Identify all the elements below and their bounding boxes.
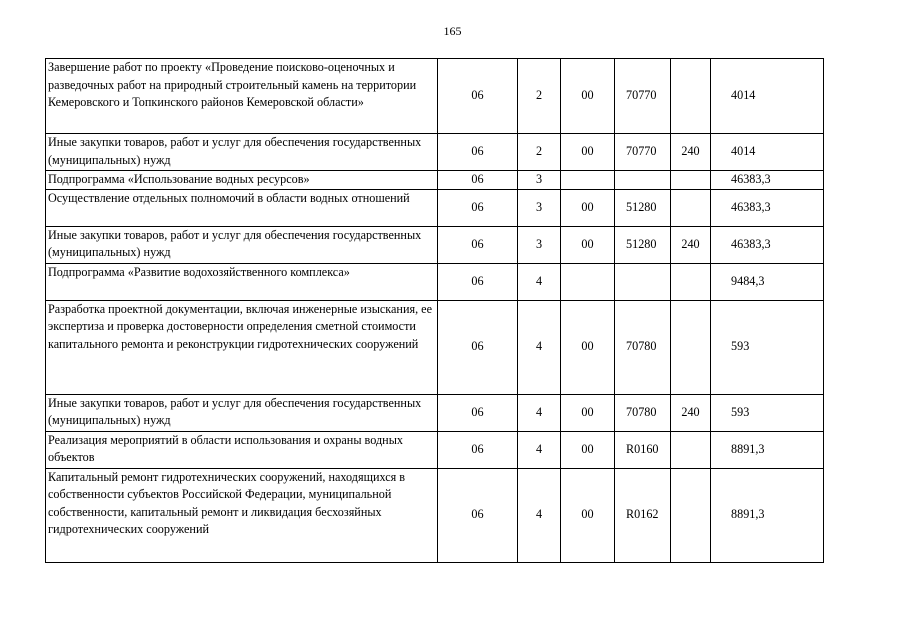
table-row xyxy=(46,134,824,171)
table-row xyxy=(46,189,824,226)
amount: 593 xyxy=(711,394,824,431)
section-code: 06 xyxy=(438,468,518,562)
table-row xyxy=(46,263,824,300)
subsection-code: 4 xyxy=(518,468,561,562)
target-article-part2: 70770 xyxy=(615,59,671,134)
section-code: 06 xyxy=(438,171,518,190)
target-article-part1: 00 xyxy=(561,468,615,562)
amount: 4014 xyxy=(711,59,824,134)
expense-type-code xyxy=(671,468,711,562)
row-description: Разработка проектной документации, включая инженерные изыскания, ее экспертиза и проверка достоверности определения сметной стоимости капитального ремонта и реконструкции гидротехнических сооружений xyxy=(46,300,438,394)
expense-type-code xyxy=(671,59,711,134)
target-article-part1: 00 xyxy=(561,226,615,263)
subsection-code: 4 xyxy=(518,263,561,300)
amount: 46383,3 xyxy=(711,226,824,263)
expense-type-code: 240 xyxy=(671,134,711,171)
section-code: 06 xyxy=(438,431,518,468)
target-article-part2: 51280 xyxy=(615,189,671,226)
section-code: 06 xyxy=(438,189,518,226)
expense-type-code: 240 xyxy=(671,226,711,263)
amount: 4014 xyxy=(711,134,824,171)
target-article-part1: 00 xyxy=(561,431,615,468)
target-article-part2: R0160 xyxy=(615,431,671,468)
section-code: 06 xyxy=(438,300,518,394)
row-description: Иные закупки товаров, работ и услуг для обеспечения государственных (муниципальных) нужд xyxy=(46,226,438,263)
target-article-part2 xyxy=(615,171,671,190)
table-row xyxy=(46,394,824,431)
subsection-code: 4 xyxy=(518,394,561,431)
expense-type-code xyxy=(671,189,711,226)
table-row xyxy=(46,59,824,134)
subsection-code: 3 xyxy=(518,189,561,226)
amount: 46383,3 xyxy=(711,171,824,190)
target-article-part1: 00 xyxy=(561,300,615,394)
target-article-part1: 00 xyxy=(561,134,615,171)
row-description: Капитальный ремонт гидротехнических сооружений, находящихся в собственности субъектов Российской Федерации, муниципальной собственности, капитальный ремонт и ликвидация бесхозяйных гидротехнических сооружений xyxy=(46,468,438,562)
table-row xyxy=(46,171,824,190)
row-description: Реализация мероприятий в области использования и охраны водных объектов xyxy=(46,431,438,468)
expense-type-code xyxy=(671,431,711,468)
expense-type-code xyxy=(671,263,711,300)
amount: 9484,3 xyxy=(711,263,824,300)
page-number: 165 xyxy=(443,24,462,38)
target-article-part2: 70780 xyxy=(615,300,671,394)
subsection-code: 2 xyxy=(518,59,561,134)
subsection-code: 3 xyxy=(518,226,561,263)
table-row xyxy=(46,431,824,468)
subsection-code: 4 xyxy=(518,300,561,394)
row-description: Осуществление отдельных полномочий в области водных отношений xyxy=(46,189,438,226)
amount: 593 xyxy=(711,300,824,394)
target-article-part1 xyxy=(561,263,615,300)
row-description: Иные закупки товаров, работ и услуг для обеспечения государственных (муниципальных) нужд xyxy=(46,394,438,431)
target-article-part2: 70770 xyxy=(615,134,671,171)
target-article-part2 xyxy=(615,263,671,300)
subsection-code: 2 xyxy=(518,134,561,171)
amount: 46383,3 xyxy=(711,189,824,226)
expense-type-code: 240 xyxy=(671,394,711,431)
target-article-part1: 00 xyxy=(561,59,615,134)
target-article-part2: 70780 xyxy=(615,394,671,431)
target-article-part1: 00 xyxy=(561,189,615,226)
target-article-part1 xyxy=(561,171,615,190)
subsection-code: 4 xyxy=(518,431,561,468)
section-code: 06 xyxy=(438,263,518,300)
target-article-part2: R0162 xyxy=(615,468,671,562)
expense-type-code xyxy=(671,300,711,394)
section-code: 06 xyxy=(438,226,518,263)
table-row xyxy=(46,300,824,394)
expense-type-code xyxy=(671,171,711,190)
budget-table xyxy=(45,58,824,563)
table-row xyxy=(46,468,824,562)
target-article-part1: 00 xyxy=(561,394,615,431)
subsection-code: 3 xyxy=(518,171,561,190)
row-description: Подпрограмма «Развитие водохозяйственного комплекса» xyxy=(46,263,438,300)
row-description: Иные закупки товаров, работ и услуг для обеспечения государственных (муниципальных) нужд xyxy=(46,134,438,171)
row-description: Подпрограмма «Использование водных ресурсов» xyxy=(46,171,438,190)
section-code: 06 xyxy=(438,394,518,431)
amount: 8891,3 xyxy=(711,468,824,562)
row-description: Завершение работ по проекту «Проведение поисково-оценочных и разведочных работ на природный строительный камень на территории Кемеровского и Топкинского районов Кемеровской области» xyxy=(46,59,438,134)
amount: 8891,3 xyxy=(711,431,824,468)
section-code: 06 xyxy=(438,59,518,134)
target-article-part2: 51280 xyxy=(615,226,671,263)
section-code: 06 xyxy=(438,134,518,171)
table-row xyxy=(46,226,824,263)
